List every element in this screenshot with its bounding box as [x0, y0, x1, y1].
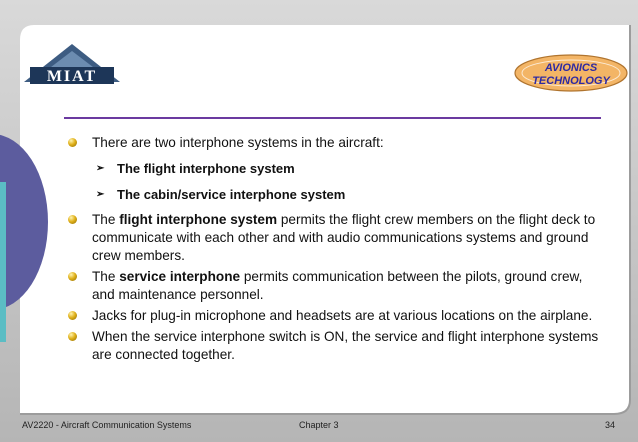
sub-item-2	[62, 186, 607, 204]
miat-logo	[24, 44, 120, 94]
bullet-item-5	[62, 328, 607, 364]
bullet-icon	[68, 272, 77, 281]
bullet-item-1	[62, 134, 607, 152]
bullet-icon	[68, 311, 77, 320]
bullet-item-2	[62, 211, 607, 265]
bullet-text-rest: permits communication between the pilots, ground crew, and maintenance personnel.	[92, 269, 583, 302]
bullet-icon	[68, 215, 77, 224]
bullet-icon	[68, 332, 77, 341]
bullet-text-bold: service interphone	[119, 269, 241, 284]
sub-item-text: The cabin/service interphone system	[117, 187, 346, 202]
sub-item-1	[62, 160, 607, 178]
sub-item-text: The flight interphone system	[117, 161, 295, 176]
badge-line-1: AVIONICS	[544, 62, 598, 74]
bullet-text: When the service interphone switch is ON, the service and flight interphone systems are connected together.	[92, 329, 599, 362]
logo-text: MIAT	[46, 68, 98, 85]
bullet-text-lead: The	[92, 269, 120, 284]
decorative-circle	[0, 134, 48, 310]
bullet-text-lead: The	[92, 212, 120, 227]
arrow-bullet-icon: ➢	[96, 189, 105, 200]
bullet-text: There are two interphone systems in the aircraft:	[92, 135, 384, 150]
bullet-icon	[68, 138, 77, 147]
bullet-text-rest: permits the flight crew members on the flight deck to communicate with each other and with audio communications systems and ground crew members.	[92, 212, 596, 263]
footer-page-number: 34	[605, 420, 616, 430]
bullet-item-4	[62, 307, 607, 325]
footer-chapter: Chapter 3	[299, 420, 339, 430]
badge-line-2: TECHNOLOGY	[532, 75, 610, 87]
bullet-text: Jacks for plug-in microphone and headsets are at various locations on the airplane.	[92, 308, 593, 323]
avionics-technology-badge	[513, 53, 629, 93]
arrow-bullet-icon: ➢	[96, 163, 105, 174]
bullet-text-bold: flight interphone system	[119, 212, 278, 227]
slide-content	[62, 134, 607, 367]
title-divider	[64, 117, 601, 119]
left-accent-bar	[0, 182, 6, 342]
footer-course: AV2220 - Aircraft Communication Systems	[22, 420, 192, 430]
bullet-item-3	[62, 268, 607, 304]
